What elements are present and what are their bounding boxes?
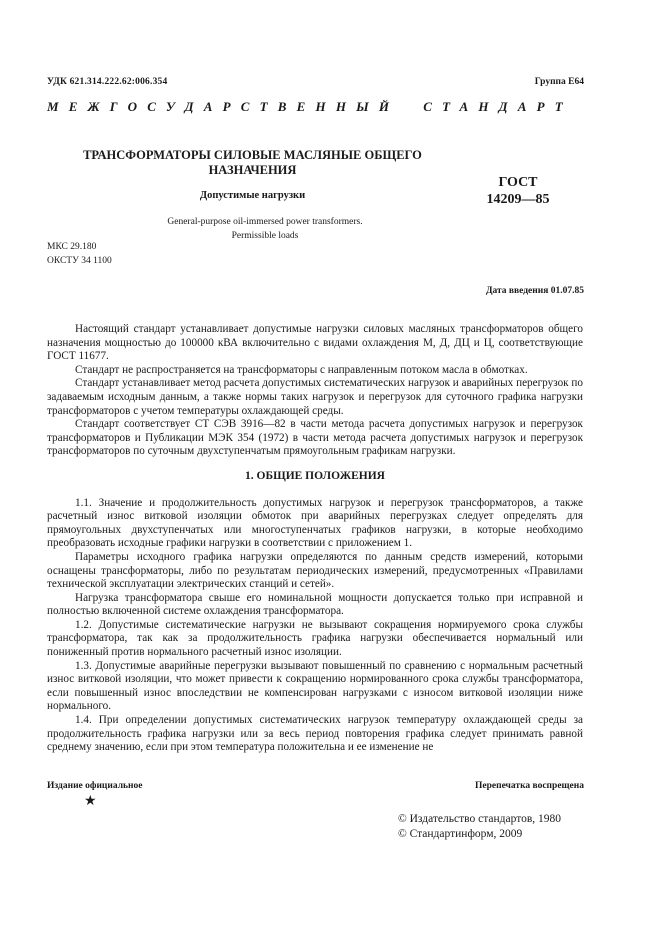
intro-paragraph: Стандарт устанавливает метод расчета допустимых систематических нагрузок и аварийных перегрузок по задаваемым исходным данным, а также нормы таких нагрузок и перегрузок для суточного графика нагрузки трансформаторов с учетом температуры охлаждающей среды. [47, 377, 583, 417]
group-code: Группа Е64 [534, 77, 584, 87]
gost-label: ГОСТ [498, 175, 538, 190]
document-subtitle: Допустимые нагрузки [199, 190, 306, 201]
document-body [47, 323, 583, 755]
copyright-line: © Издательство стандартов, 1980 [398, 813, 562, 825]
star-icon: ★ [84, 794, 97, 809]
document-title: ТРАНСФОРМАТОРЫ СИЛОВЫЕ МАСЛЯНЫЕ ОБЩЕГО НАЗНАЧЕНИЯ [83, 148, 422, 177]
section-paragraph: Нагрузка трансформатора свыше его номинальной мощности допускается только при исправной и полностью включенной системе охлаждения трансформатора. [47, 591, 583, 618]
okstu-code: ОКСТУ 34 1100 [47, 256, 112, 266]
section-paragraph: 1.2. Допустимые систематические нагрузки не вызывают сокращения нормируемого срока службы трансформатора, так как за продолжительность графика нагрузки обеспечивается нормальный или пониженный против нормального расчетный износ изоляции. [47, 618, 583, 659]
section-heading: 1. ОБЩИЕ ПОЛОЖЕНИЯ [245, 469, 385, 482]
classification-codes [47, 240, 112, 268]
udk-code: УДК 621.314.222.62:006.354 [47, 77, 168, 87]
copyright-block [398, 812, 561, 842]
section-paragraph: 1.1. Значение и продолжительность допустимых нагрузок и перегрузок трансформаторов, а также расчетный износ витковой изоляции обмоток при аварийных перегрузках следует определять для прямоугольных двухступенчатых или многоступенчатых графиков нагрузки, в которые необходимо преобразовать исходные графики нагрузки в соответствии с приложением 1. [47, 496, 583, 550]
english-title-line2: Permissible loads [231, 231, 299, 241]
gost-designation [478, 174, 558, 208]
mks-code: МКС 29.180 [47, 242, 97, 252]
gost-number: 14209—85 [486, 192, 550, 207]
standard-type-heading [47, 99, 587, 115]
copyright-line: © Стандартинформ, 2009 [398, 828, 523, 840]
intro-paragraph: Стандарт соответствует СТ СЭВ 3916—82 в части метода расчета допустимых нагрузок и перегрузок трансформаторов и Публикации МЭК 354 (1972) в части метода расчета допустимых нагрузок и перегрузок трансформаторов по суточным двухступенчатым прямоугольным графикам нагрузки. [47, 418, 583, 458]
intro-paragraph: Стандарт не распространяется на трансформаторы с направленным потоком масла в обмотках. [75, 363, 528, 376]
english-title-line1: General-purpose oil-immersed power transformers. [167, 217, 363, 227]
english-title [90, 215, 440, 243]
section-paragraph: Параметры исходного графика нагрузки определяются по данным средств измерений, которыми оснащены трансформаторы, либо по результатам периодических измерений, предусмотренных «Правилами технической эксплуатации электрических станций и сетей». [47, 550, 583, 591]
section-paragraph: 1.4. При определении допустимых систематических нагрузок температуру охлаждающей среды за продолжительность графика нагрузки или за весь период повторения графика следует принимать равной среднему значению, если при этом температура положительна и ее изменение не [47, 714, 583, 754]
introduction-date: Дата введения 01.07.85 [485, 286, 584, 296]
official-edition-label: Издание официальное [47, 781, 143, 791]
intro-paragraph: Настоящий стандарт устанавливает допустимые нагрузки силовых масляных трансформаторов общего назначения мощностью до 100000 кВА включительно с видами охлаждения М, Д, ДЦ и Ц, соответствующие ГОСТ 11677. [47, 323, 583, 363]
interstate-word: МЕЖГОСУДАРСТВЕННЫЙ [47, 99, 400, 114]
standard-word: СТАНДАРТ [423, 99, 573, 114]
section-paragraph: 1.3. Допустимые аварийные перегрузки вызывают повышенный по сравнению с нормальным расчетный износ витковой изоляции, что может привести к сокращению нормированного срока службы трансформатора, если повышенный износ впоследствии не компенсирован нагрузками с износом витковой изоляции ниже нормального. [47, 659, 583, 713]
reprint-notice: Перепечатка воспрещена [474, 781, 584, 791]
